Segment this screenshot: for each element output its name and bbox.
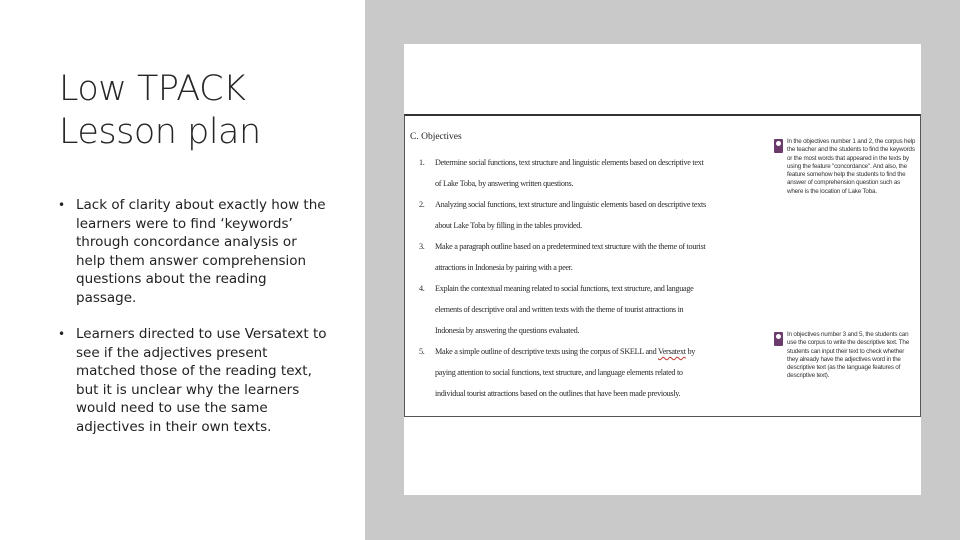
title-line-1: Low TPACK	[59, 69, 246, 109]
document-image-panel	[365, 0, 960, 540]
comment-icon	[774, 332, 783, 346]
objective-number: 3.	[419, 242, 425, 251]
objective-line: attractions in Indonesia by pairing with a peer.	[435, 263, 573, 272]
slide-title	[59, 68, 359, 154]
spellcheck-word: Versatext	[658, 347, 686, 356]
objective-number: 1.	[419, 158, 425, 167]
objective-line: Analyzing social functions, text structure and linguistic elements based on descriptive texts	[435, 200, 706, 209]
objective-line: individual tourist attractions based on the outlines that have been made previously.	[435, 389, 681, 398]
comment-balloon	[774, 331, 916, 381]
objective-item	[419, 152, 723, 194]
comment-balloon	[774, 138, 916, 196]
objectives-box	[404, 114, 921, 417]
objective-text: Make a simple outline of descriptive texts using the corpus of SKELL and	[435, 347, 658, 356]
objective-text: by	[685, 347, 696, 356]
objective-number: 4.	[419, 284, 425, 293]
comment-icon	[774, 139, 783, 153]
document-page	[404, 44, 921, 495]
objective-number: 2.	[419, 200, 425, 209]
bullet-item: • Learners directed to use Versatext to see if the adjectives present matched those of the reading text, but it is unclear why the learners would need to use the same adjectives in their own texts.	[58, 325, 328, 436]
objective-line	[435, 347, 695, 356]
objective-line: about Lake Toba by filling in the tables provided.	[435, 221, 582, 230]
objective-item	[419, 236, 723, 278]
objectives-list	[419, 152, 723, 404]
title-line-2: Lesson plan	[59, 112, 261, 152]
objectives-heading: C. Objectives	[410, 132, 462, 142]
objective-line: Make a paragraph outline based on a predetermined text structure with the theme of tourist	[435, 242, 706, 251]
objective-line: Indonesia by answering the questions evaluated.	[435, 326, 580, 335]
comment-text: In the objectives number 1 and 2, the corpus help the teacher and the students to find the keywords or the most words that appeared in the texts by using the feature "concordance". And also, the feature somehow help the students to find the answer of comprehension question such as where is the location of Lake Toba.	[787, 138, 916, 195]
objective-item	[419, 194, 723, 236]
objective-line: paying attention to social functions, text structure, and language elements related to	[435, 368, 683, 377]
bullet-list	[58, 196, 328, 454]
bullet-item: • Lack of clarity about exactly how the learners were to find ‘keywords’ through concordance analysis or help them answer comprehension questions about the reading passage.	[58, 196, 328, 307]
objective-line: Explain the contextual meaning related to social functions, text structure, and language	[435, 284, 694, 293]
objective-item	[419, 278, 723, 341]
comment-text: In objectives number 3 and 5, the students can use the corpus to write the descriptive text. The students can input their text to check whether they already have the adjectives word in the descriptive text (as the language features of descriptive text).	[787, 331, 910, 380]
slide-text-panel	[0, 0, 365, 540]
objective-number: 5.	[419, 347, 425, 356]
objective-item	[419, 341, 723, 404]
objective-line: Determine social functions, text structure and linguistic elements based on descriptive text	[435, 158, 704, 167]
objective-line: elements of descriptive oral and written texts with the theme of tourist attractions in	[435, 305, 684, 314]
objective-line: of Lake Toba, by answering written questions.	[435, 179, 574, 188]
